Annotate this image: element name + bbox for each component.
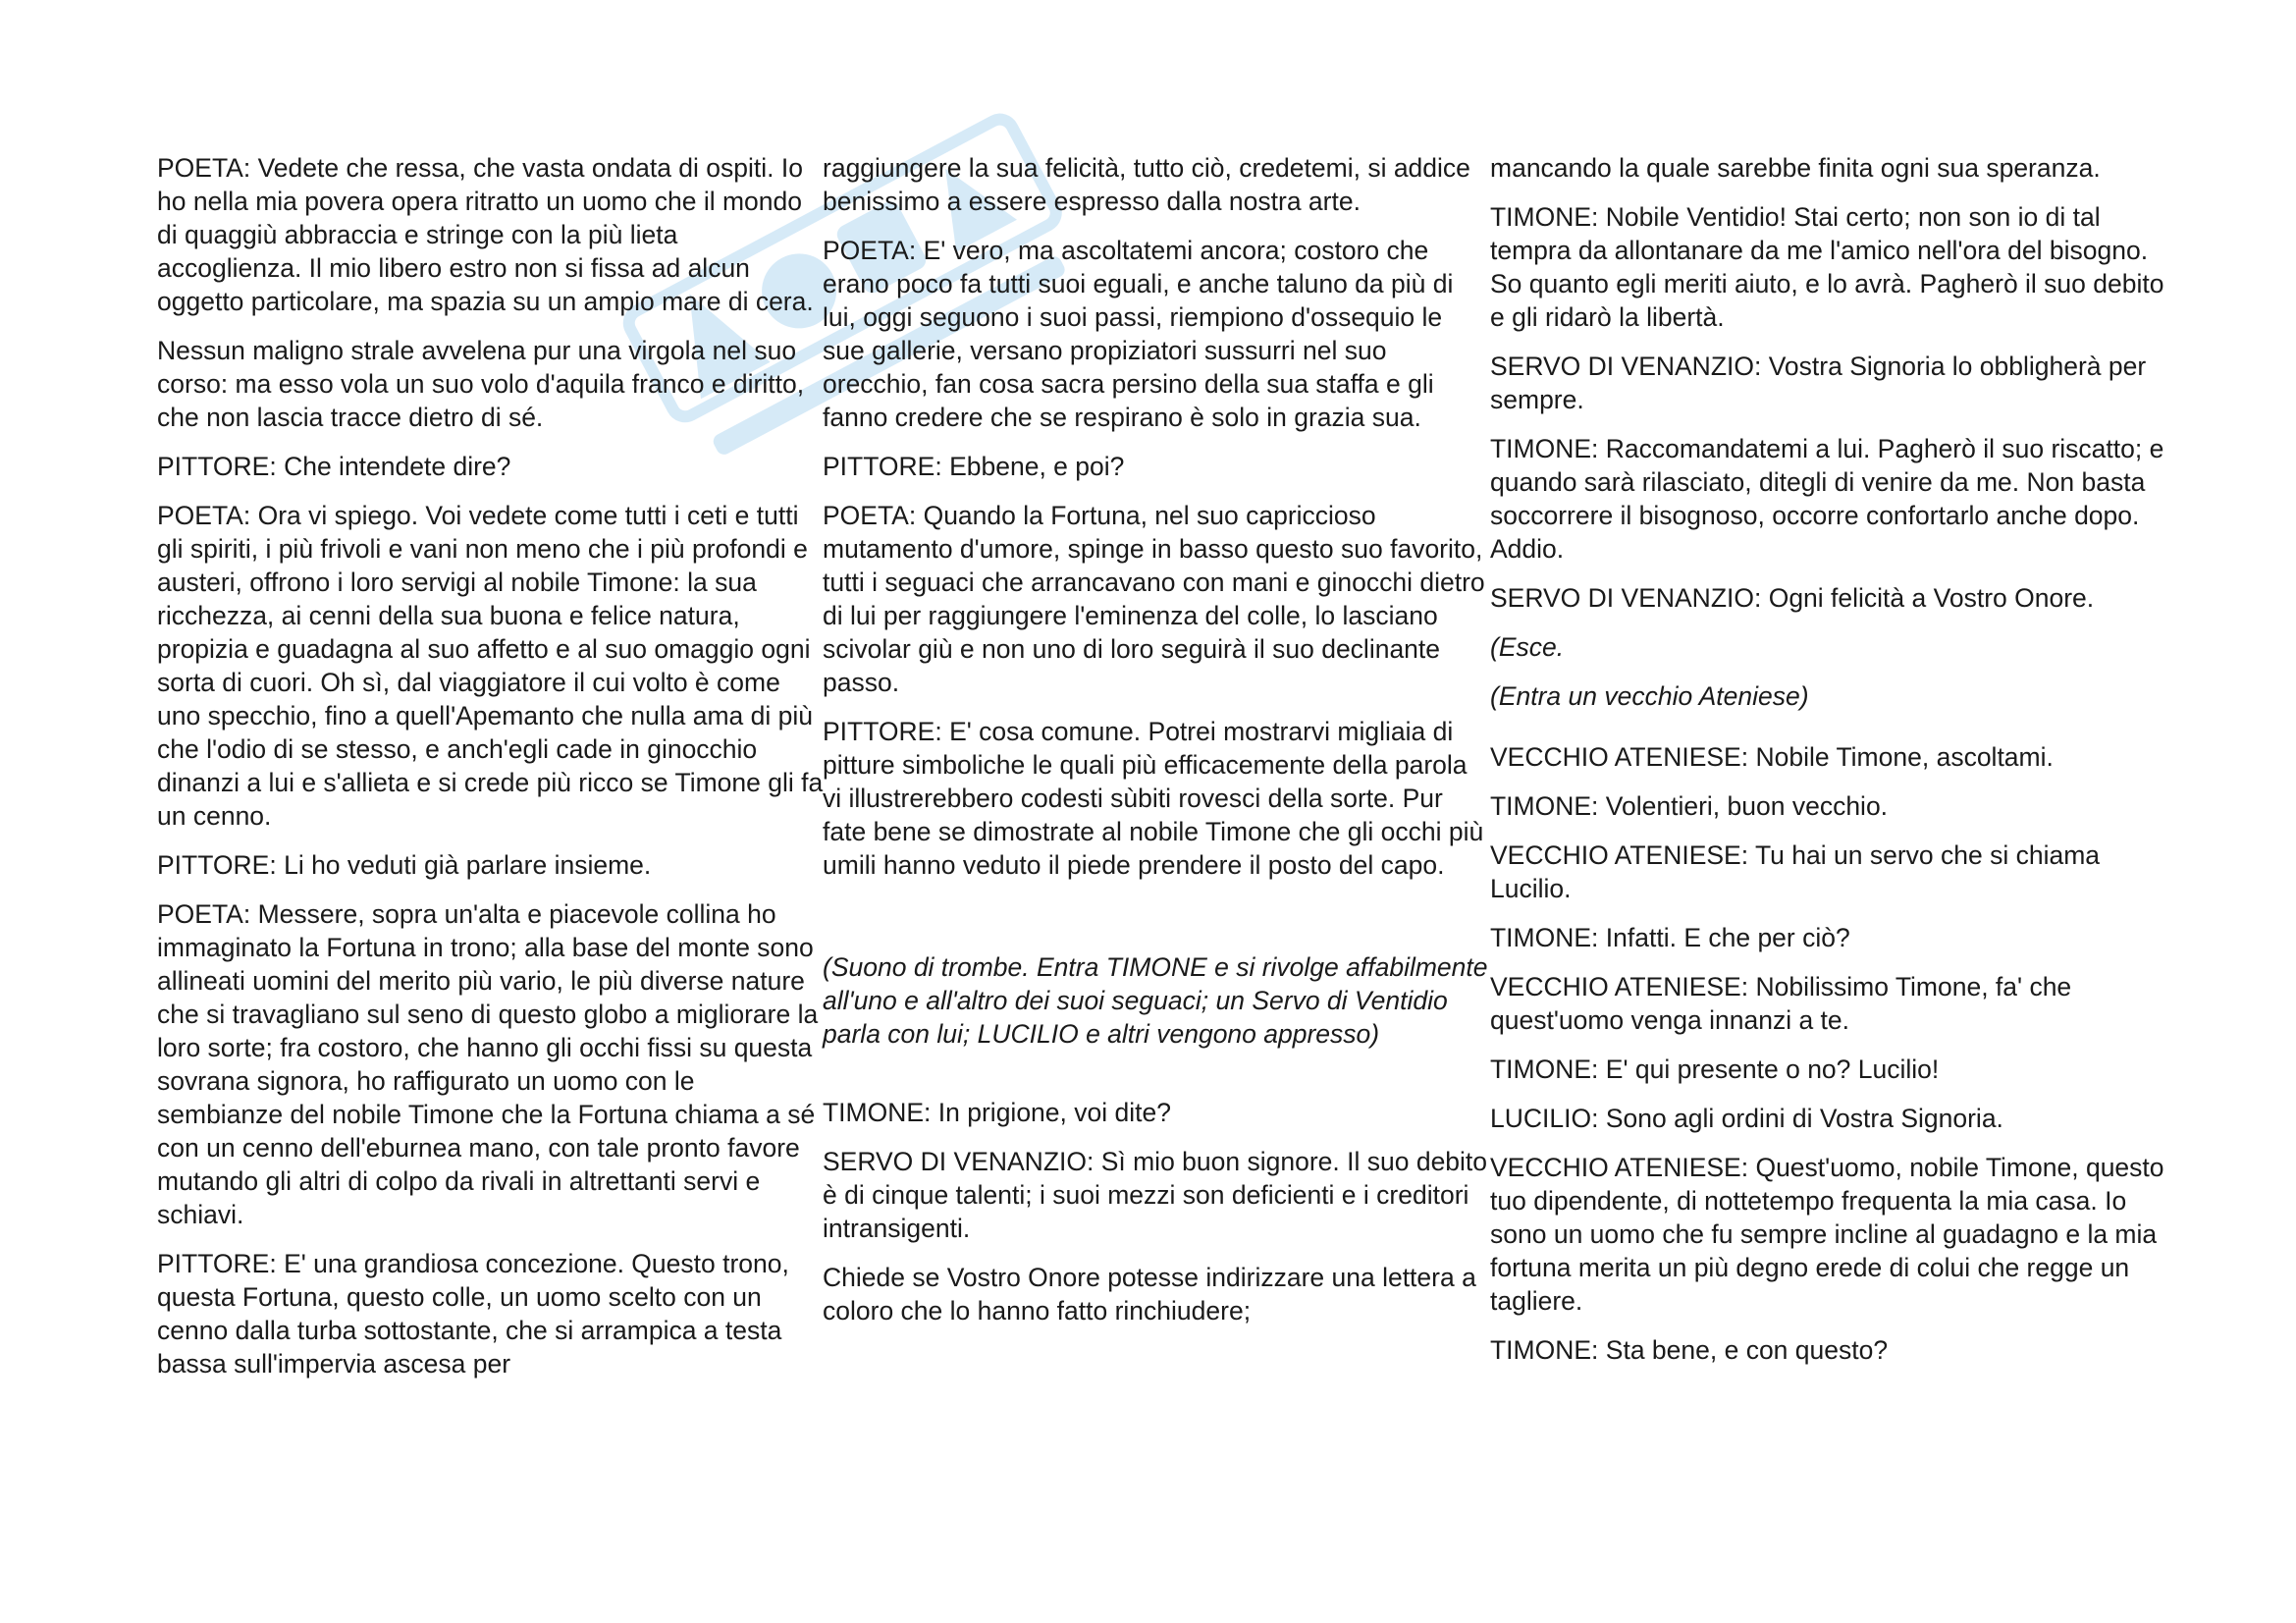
stage-direction: (Suono di trombe. Entra TIMONE e si rivolge affabilmente all'uno e all'altro dei suoi seguaci; un Servo di Ventidio parla con lui; LUCILIO e altri vengono appresso) (823, 952, 1488, 1049)
paragraph: POETA: Ora vi spiego. Voi vedete come tutti i ceti e tutti gli spiriti, i più frivoli e vani non meno che i più profondi e austeri, offrono i loro servigi al nobile Timone: la sua ricchezza, ai cenni della sua buona e felice natura, propizia e guadagna al suo affetto e al suo omaggio ogni sorta di cuori. Oh sì, dal viaggiatore il cui volto è come uno specchio, fino a quell'Apemanto che nulla ama di più che l'odio di se stesso, e anch'egli cade in ginocchio dinanzi a lui e s'allieta e si crede più ricco se Timone gli fa un cenno. (157, 501, 824, 831)
paragraph: TIMONE: Raccomandatemi a lui. Pagherò il suo riscatto; e quando sarà rilasciato, ditegli di venire da me. Non basta soccorrere il bisognoso, occorre confortarlo anche dopo. Addio. (1490, 434, 2164, 564)
paragraph: VECCHIO ATENIESE: Nobile Timone, ascoltami. (1490, 742, 2054, 772)
paragraph: VECCHIO ATENIESE: Nobilissimo Timone, fa' che quest'uomo venga innanzi a te. (1490, 972, 2072, 1035)
paragraph: PITTORE: Che intendete dire? (157, 452, 511, 481)
paragraph: POETA: Messere, sopra un'alta e piacevole collina ho immaginato la Fortuna in trono; alla base del monte sono allineati uomini del merito più vario, le più diverse nature che si travagliano sul seno di questo globo a migliorare la loro sorte; fra costoro, che hanno gli occhi fissi su questa sovrana signora, ho raffigurato un uomo con le sembianze del nobile Timone che la Fortuna chiama a sé con un cenno dell'eburnea mano, con tale pronto favore mutando gli altri di colpo da rivali in altrettanti servi e schiavi. (157, 899, 819, 1229)
paragraph: TIMONE: In prigione, voi dite? (823, 1098, 1171, 1127)
paragraph: TIMONE: Infatti. E che per ciò? (1490, 923, 1850, 952)
paragraph: PITTORE: E' cosa comune. Potrei mostrarvi migliaia di pitture simboliche le quali più efficacemente della parola vi illustrerebbero codesti sùbiti rovesci della sorte. Pur fate bene se dimostrate al nobile Timone che gli occhi più umili hanno veduto il piede prendere il posto del capo. (823, 717, 1484, 880)
spacer (1490, 729, 2167, 740)
spacer (823, 1066, 1490, 1096)
column-2 (823, 151, 1490, 1343)
paragraph: VECCHIO ATENIESE: Tu hai un servo che si chiama Lucilio. (1490, 840, 2101, 903)
stage-direction: (Entra un vecchio Ateniese) (1490, 681, 1809, 711)
paragraph: VECCHIO ATENIESE: Quest'uomo, nobile Timone, questo tuo dipendente, di nottetempo frequenta la mia casa. Io sono un uomo che fu sempre incline al guadagno e la mia fortuna merita un più degno erede di colui che regge un tagliere. (1490, 1153, 2164, 1316)
paragraph: Chiede se Vostro Onore potesse indirizzare una lettera a coloro che lo hanno fatto rinchiudere; (823, 1263, 1476, 1325)
paragraph: mancando la quale sarebbe finita ogni sua speranza. (1490, 153, 2101, 183)
column-3 (1490, 151, 2167, 1382)
paragraph: POETA: E' vero, ma ascoltatemi ancora; costoro che erano poco fa tutti suoi eguali, e anche taluno da più di lui, oggi seguono i suoi passi, riempiono d'ossequio le sue gallerie, versano propiziatori sussurri nel suo orecchio, fan cosa sacra persino della sua staffa e gli fanno credere che se respirano è solo in grazia sua. (823, 236, 1454, 432)
paragraph: PITTORE: Li ho veduti già parlare insieme. (157, 850, 652, 880)
paragraph: SERVO DI VENANZIO: Vostra Signoria lo obbligherà per sempre. (1490, 352, 2147, 414)
paragraph: POETA: Quando la Fortuna, nel suo capriccioso mutamento d'umore, spinge in basso questo suo favorito, tutti i seguaci che arrancavano con mani e ginocchi dietro di lui per raggiungere l'eminenza del colle, lo lasciano scivolar giù e non uno di loro seguirà il suo declinante passo. (823, 501, 1485, 697)
paragraph: TIMONE: E' qui presente o no? Lucilio! (1490, 1055, 1940, 1084)
paragraph: raggiungere la sua felicità, tutto ciò, credetemi, si addice benissimo a essere espresso dalla nostra arte. (823, 153, 1470, 216)
paragraph: SERVO DI VENANZIO: Sì mio buon signore. Il suo debito è di cinque talenti; i suoi mezzi son deficienti e i creditori intransigenti. (823, 1147, 1488, 1243)
paragraph: PITTORE: Ebbene, e poi? (823, 452, 1125, 481)
stage-direction: (Esce. (1490, 632, 1565, 662)
paragraph: SERVO DI VENANZIO: Ogni felicità a Vostro Onore. (1490, 583, 2095, 613)
spacer (823, 897, 1490, 950)
paragraph: TIMONE: Volentieri, buon vecchio. (1490, 791, 1889, 821)
paragraph: LUCILIO: Sono agli ordini di Vostra Signoria. (1490, 1104, 2003, 1133)
paragraph: TIMONE: Nobile Ventidio! Stai certo; non son io di tal tempra da allontanare da me l'amico nell'ora del bisogno. So quanto egli meriti aiuto, e lo avrà. Pagherò il suo debito e gli ridarò la libertà. (1490, 202, 2164, 332)
paragraph: POETA: Vedete che ressa, che vasta ondata di ospiti. Io ho nella mia povera opera ritratto un uomo che il mondo di quaggiù abbraccia e stringe con la più lieta accoglienza. Il mio libero estro non si fissa ad alcun oggetto particolare, ma spazia su un ampio mare di cera. (157, 153, 814, 316)
paragraph: TIMONE: Sta bene, e con questo? (1490, 1335, 1889, 1365)
column-1 (157, 151, 827, 1396)
paragraph: Nessun maligno strale avvelena pur una virgola nel suo corso: ma esso vola un suo volo d'aquila franco e diritto, che non lascia tracce dietro di sé. (157, 336, 805, 432)
paragraph: PITTORE: E' una grandiosa concezione. Questo trono, questa Fortuna, questo colle, un uomo scelto con un cenno dalla turba sottostante, che si arrampica a testa bassa sull'impervia ascesa per (157, 1249, 789, 1379)
